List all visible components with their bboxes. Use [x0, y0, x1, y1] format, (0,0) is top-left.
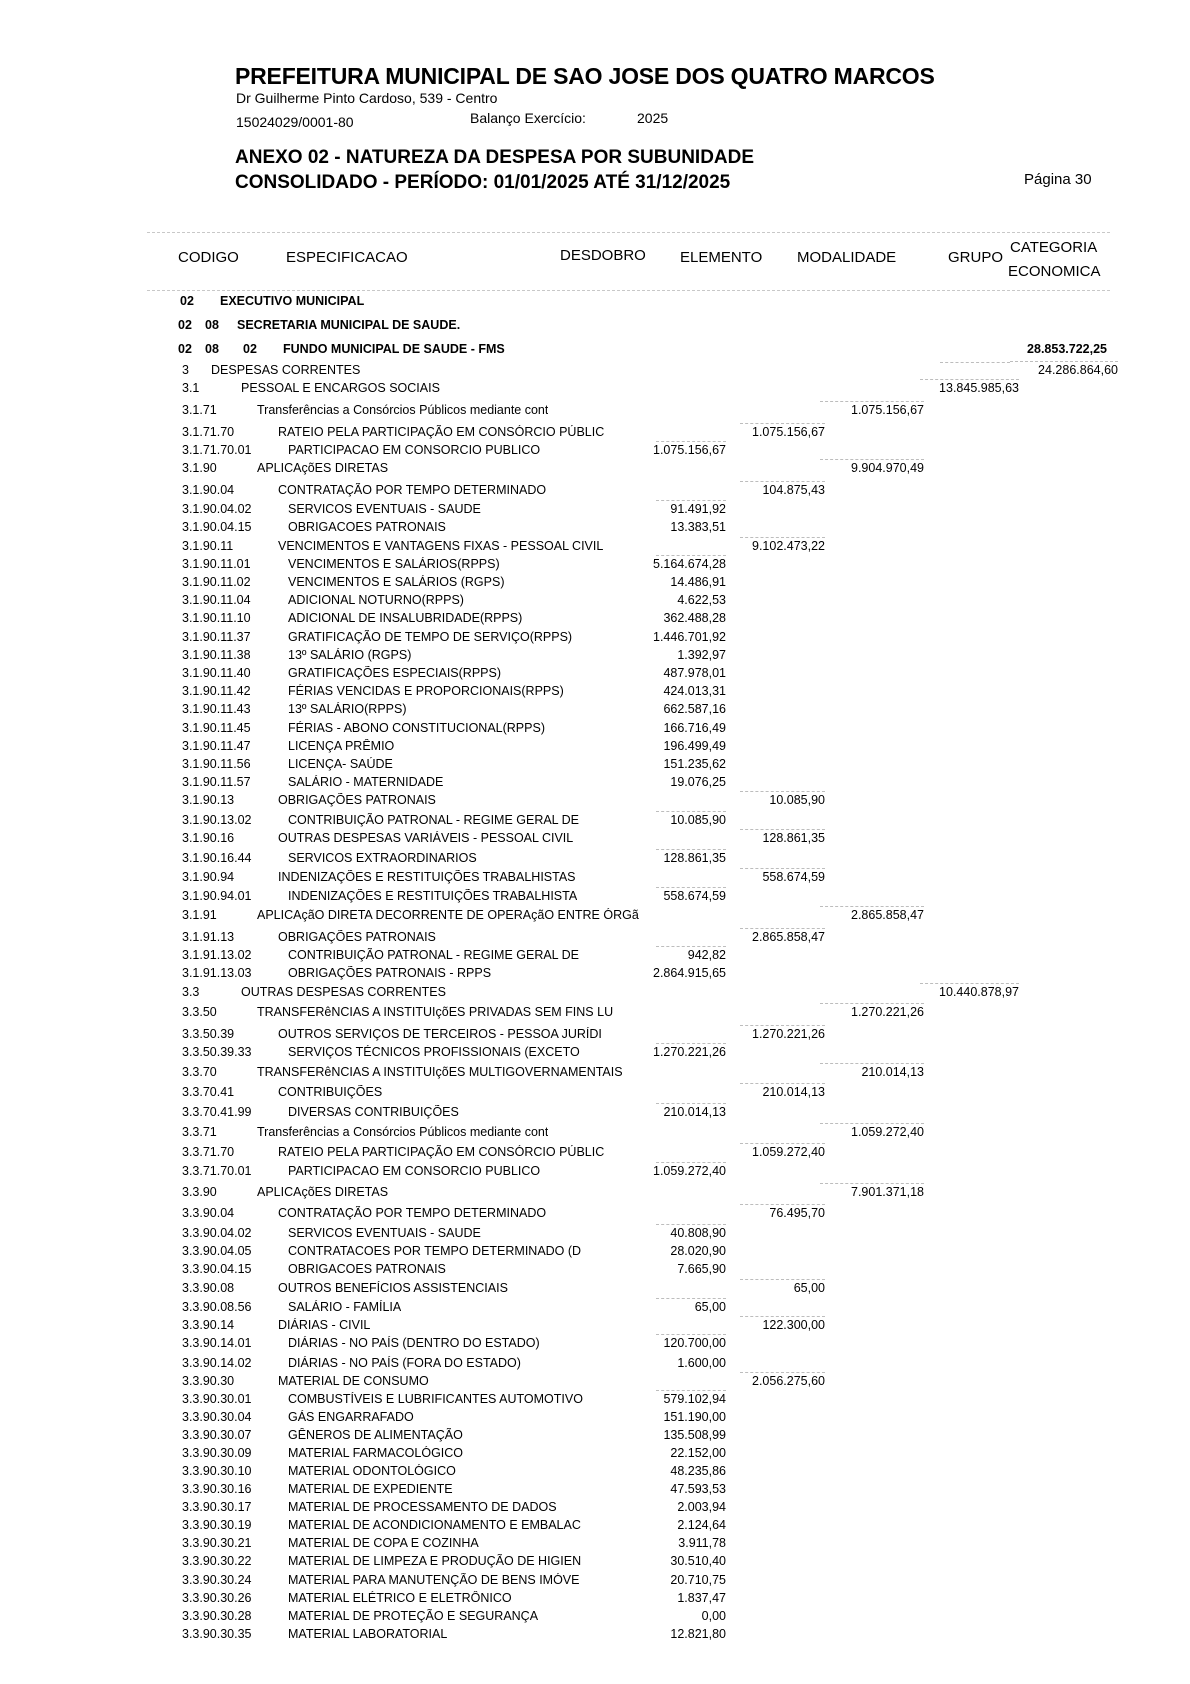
- row-description: GRATIFICAÇÕES ESPECIAIS(RPPS): [288, 666, 502, 680]
- row-description: 13º SALÁRIO (RGPS): [288, 648, 412, 662]
- row-value: 151.235,62: [663, 757, 726, 771]
- fund-total: 28.853.722,25: [1027, 342, 1107, 356]
- row-code: 3.3.90.04: [182, 1206, 235, 1220]
- annex-title: ANEXO 02 - NATUREZA DA DESPESA POR SUBUNIDADE: [235, 147, 755, 168]
- row-value: 2.056.275,60: [752, 1374, 825, 1388]
- value-separator: [740, 481, 825, 482]
- row-value: 558.674,59: [663, 889, 726, 903]
- row-description: GÊNEROS DE ALIMENTAÇÃO: [288, 1428, 463, 1442]
- row-code: 3.1.71: [182, 403, 217, 417]
- row-code: 3.3.90.30.21: [182, 1536, 252, 1550]
- row-description: DIÁRIAS - NO PAÍS (DENTRO DO ESTADO): [288, 1336, 540, 1350]
- row-value: 12.821,80: [670, 1627, 726, 1641]
- value-separator: [656, 1103, 726, 1104]
- row-value: 2.124,64: [677, 1518, 726, 1532]
- row-description: VENCIMENTOS E VANTAGENS FIXAS - PESSOAL CIVIL: [278, 539, 604, 553]
- row-code: 3.1.90.11.42: [182, 684, 251, 698]
- row-code: 3.3.71.70: [182, 1145, 235, 1159]
- row-value: 28.020,90: [670, 1244, 726, 1258]
- col-modalidade: MODALIDADE: [797, 249, 897, 266]
- row-value: 19.076,25: [670, 775, 726, 789]
- row-value: 579.102,94: [663, 1392, 726, 1406]
- col-economica: ECONOMICA: [1008, 263, 1101, 280]
- row-description: OBRIGAÇÕES PATRONAIS - RPPS: [288, 966, 492, 980]
- balanco-label: Balanço Exercício:: [470, 110, 586, 126]
- row-description: 13º SALÁRIO(RPPS): [288, 702, 407, 716]
- row-code: 3.1.90.11.45: [182, 721, 251, 735]
- row-code: 3.1.90.11: [182, 539, 234, 553]
- value-separator: [656, 887, 726, 888]
- row-value: 1.837,47: [677, 1591, 726, 1605]
- row-value: 210.014,13: [861, 1065, 924, 1079]
- row-description: CONTRATAÇÃO POR TEMPO DETERMINADO: [278, 1206, 547, 1220]
- row-description: DIÁRIAS - NO PAÍS (FORA DO ESTADO): [288, 1356, 521, 1370]
- row-value: 1.446.701,92: [653, 630, 726, 644]
- row-value: 1.270.221,26: [851, 1005, 924, 1019]
- row-code: 3.3.90.08: [182, 1281, 235, 1295]
- row-description: CONTRATACOES POR TEMPO DETERMINADO (D: [288, 1244, 582, 1258]
- cnpj: 15024029/0001-80: [236, 114, 354, 130]
- row-description: OBRIGAÇÕES PATRONAIS: [278, 930, 436, 944]
- row-description: MATERIAL DE EXPEDIENTE: [288, 1482, 453, 1496]
- row-description: MATERIAL DE PROTEÇÃO E SEGURANÇA: [288, 1609, 539, 1623]
- row-value: 76.495,70: [769, 1206, 825, 1220]
- row-code: 3.1.91.13.02: [182, 948, 252, 962]
- row-code: 3.3.70: [182, 1065, 217, 1079]
- row-code: 3.3.90.30.04: [182, 1410, 252, 1424]
- row-value: 120.700,00: [663, 1336, 726, 1350]
- col-elemento: ELEMENTO: [680, 249, 763, 266]
- row-code: 3.3.90.30.19: [182, 1518, 252, 1532]
- value-separator: [656, 1043, 726, 1044]
- row-value: 1.270.221,26: [653, 1045, 726, 1059]
- value-separator: [920, 983, 1019, 984]
- page-number: Página 30: [1024, 171, 1092, 188]
- row-value: 20.710,75: [670, 1573, 726, 1587]
- value-separator: [820, 1183, 924, 1184]
- row-description: CONTRIBUIÇÃO PATRONAL - REGIME GERAL DE: [288, 813, 580, 827]
- row-code: 3.1.90.04: [182, 483, 235, 497]
- value-separator: [656, 1334, 726, 1335]
- row-code: 3.3.70.41.99: [182, 1105, 252, 1119]
- value-separator: [656, 555, 726, 556]
- row-value: 151.190,00: [663, 1410, 726, 1424]
- row-code: 3.3.90.30.22: [182, 1554, 252, 1568]
- row-code: 3.1.71.70.01: [182, 443, 252, 457]
- row-value: 3.911,78: [678, 1536, 726, 1550]
- row-code: 3.3.90.08.56: [182, 1300, 252, 1314]
- row-code: 3.1.90.11.10: [182, 611, 251, 625]
- row-description: OUTROS SERVIÇOS DE TERCEIROS - PESSOA JURÍDI: [278, 1027, 602, 1041]
- row-description: INDENIZAÇÕES E RESTITUIÇÕES TRABALHISTAS: [278, 870, 576, 884]
- row-code: 3.1.90.16.44: [182, 851, 252, 865]
- subunit-name: SECRETARIA MUNICIPAL DE SAUDE.: [237, 318, 461, 332]
- row-code: 3.1.90.11.37: [182, 630, 251, 644]
- row-code: 3.1.90.13: [182, 793, 235, 807]
- row-code: 3.3.70.41: [182, 1085, 235, 1099]
- row-code: 3.1.90.11.47: [182, 739, 251, 753]
- row-value: 13.845.985,63: [939, 381, 1019, 395]
- row-description: SERVICOS EVENTUAIS - SAUDE: [288, 502, 481, 516]
- value-separator: [740, 1083, 825, 1084]
- value-separator: [1010, 361, 1118, 362]
- row-value: 1.075.156,67: [752, 425, 825, 439]
- value-separator: [740, 928, 825, 929]
- row-code: 3.3.90.30.07: [182, 1428, 252, 1442]
- unit-code: 08: [205, 318, 219, 332]
- value-separator: [740, 829, 825, 830]
- col-desdobro: DESDOBRO: [560, 247, 646, 264]
- row-code: 3.1.90.11.43: [182, 702, 251, 716]
- value-separator: [740, 1204, 825, 1205]
- row-value: 2.865.858,47: [851, 908, 924, 922]
- row-value: 210.014,13: [663, 1105, 726, 1119]
- total-underline: [940, 362, 1010, 363]
- row-code: 3.3.90.14.01: [182, 1336, 252, 1350]
- row-value: 1.059.272,40: [653, 1164, 726, 1178]
- value-separator: [656, 1298, 726, 1299]
- col-especificacao: ESPECIFICACAO: [286, 249, 408, 266]
- row-value: 1.075.156,67: [653, 443, 726, 457]
- row-description: OBRIGAÇÕES PATRONAIS: [278, 793, 436, 807]
- unit-code: 02: [180, 294, 194, 308]
- row-value: 22.152,00: [670, 1446, 726, 1460]
- row-code: 3.1.90.13.02: [182, 813, 252, 827]
- value-separator: [820, 1003, 924, 1004]
- row-code: 3.3.90.04.15: [182, 1262, 252, 1276]
- row-value: 1.059.272,40: [851, 1125, 924, 1139]
- row-code: 3.1.90: [182, 461, 217, 475]
- row-value: 4.622,53: [677, 593, 726, 607]
- row-code: 3.3.90.14.02: [182, 1356, 252, 1370]
- row-value: 128.861,35: [762, 831, 825, 845]
- unit-code: 08: [205, 342, 219, 356]
- row-code: 3.3.90.30.16: [182, 1482, 252, 1496]
- row-value: 91.491,92: [670, 502, 726, 516]
- row-value: 1.392,97: [677, 648, 726, 662]
- page-title: PREFEITURA MUNICIPAL DE SAO JOSE DOS QUATRO MARCOS: [235, 63, 935, 89]
- row-code: 3.3.50.39.33: [182, 1045, 252, 1059]
- value-separator: [820, 401, 924, 402]
- row-code: 3.3: [182, 985, 200, 999]
- row-value: 487.978,01: [663, 666, 726, 680]
- row-description: SERVIÇOS TÉCNICOS PROFISSIONAIS (EXCETO: [288, 1045, 580, 1059]
- value-separator: [656, 946, 726, 947]
- row-description: Transferências a Consórcios Públicos mediante cont: [257, 1125, 549, 1139]
- row-value: 128.861,35: [663, 851, 726, 865]
- row-description: RATEIO PELA PARTICIPAÇÃO EM CONSÓRCIO PÚBLIC: [278, 1145, 605, 1159]
- row-description: SERVICOS EVENTUAIS - SAUDE: [288, 1226, 481, 1240]
- row-value: 942,82: [687, 948, 726, 962]
- row-description: OUTROS BENEFÍCIOS ASSISTENCIAIS: [278, 1281, 508, 1295]
- row-description: TRANSFERêNCIAS A INSTITUIçõES PRIVADAS SEM FINS LU: [257, 1005, 614, 1019]
- row-code: 3.1.90.11.38: [182, 648, 251, 662]
- row-code: 3.3.90.30.24: [182, 1573, 252, 1587]
- value-separator: [820, 906, 924, 907]
- row-code: 3.3.90.04.02: [182, 1226, 252, 1240]
- value-separator: [740, 423, 825, 424]
- header-bottom-rule: [147, 290, 1110, 291]
- row-value: 48.235,86: [670, 1464, 726, 1478]
- row-value: 30.510,40: [670, 1554, 726, 1568]
- row-value: 424.013,31: [663, 684, 726, 698]
- value-separator: [740, 868, 825, 869]
- row-description: FÉRIAS VENCIDAS E PROPORCIONAIS(RPPS): [288, 684, 564, 698]
- row-value: 9.102.473,22: [752, 539, 825, 553]
- unit-name: EXECUTIVO MUNICIPAL: [220, 294, 365, 308]
- row-description: Transferências a Consórcios Públicos mediante cont: [257, 403, 549, 417]
- col-categoria: CATEGORIA: [1010, 239, 1098, 256]
- row-code: 3.3.90.14: [182, 1318, 235, 1332]
- row-description: MATERIAL DE LIMPEZA E PRODUÇÃO DE HIGIEN: [288, 1554, 582, 1568]
- row-code: 3.3.90.30.10: [182, 1464, 252, 1478]
- row-description: VENCIMENTOS E SALÁRIOS(RPPS): [288, 557, 500, 571]
- row-description: OUTRAS DESPESAS VARIÁVEIS - PESSOAL CIVIL: [278, 831, 574, 845]
- value-separator: [740, 537, 825, 538]
- row-value: 2.865.858,47: [752, 930, 825, 944]
- row-description: PARTICIPACAO EM CONSORCIO PUBLICO: [288, 443, 541, 457]
- row-value: 362.488,28: [663, 611, 726, 625]
- row-description: SERVICOS EXTRAORDINARIOS: [288, 851, 477, 865]
- row-value: 558.674,59: [762, 870, 825, 884]
- row-description: LICENÇA PRÊMIO: [288, 739, 395, 753]
- unit-code: 02: [178, 342, 192, 356]
- row-value: 1.059.272,40: [752, 1145, 825, 1159]
- row-description: LICENÇA- SAÚDE: [288, 757, 393, 771]
- row-value: 10.085,90: [670, 813, 726, 827]
- row-description: MATERIAL DE PROCESSAMENTO DE DADOS: [288, 1500, 557, 1514]
- value-separator: [656, 500, 726, 501]
- row-code: 3.1.90.11.01: [182, 557, 251, 571]
- row-value: 2.003,94: [677, 1500, 726, 1514]
- value-separator: [740, 1372, 825, 1373]
- row-code: 3.3.90.30.01: [182, 1392, 252, 1406]
- unit-code: 02: [178, 318, 192, 332]
- row-value: 210.014,13: [762, 1085, 825, 1099]
- row-description: INDENIZAÇÕES E RESTITUIÇÕES TRABALHISTA: [288, 889, 578, 903]
- row-value: 24.286.864,60: [1038, 363, 1118, 377]
- row-description: OBRIGACOES PATRONAIS: [288, 1262, 446, 1276]
- row-value: 1.600,00: [677, 1356, 726, 1370]
- header-top-rule: [147, 232, 1110, 233]
- address: Dr Guilherme Pinto Cardoso, 539 - Centro: [236, 90, 498, 106]
- row-description: VENCIMENTOS E SALÁRIOS (RGPS): [288, 575, 505, 589]
- row-code: 3.3.90: [182, 1185, 217, 1199]
- value-separator: [656, 811, 726, 812]
- row-code: 3.1.91: [182, 908, 217, 922]
- value-separator: [656, 1224, 726, 1225]
- row-code: 3.3.90.30.28: [182, 1609, 252, 1623]
- row-value: 122.300,00: [762, 1318, 825, 1332]
- row-code: 3.3.50.39: [182, 1027, 235, 1041]
- row-value: 1.270.221,26: [752, 1027, 825, 1041]
- value-separator: [656, 1390, 726, 1391]
- row-code: 3.1.90.11.40: [182, 666, 251, 680]
- row-code: 3.1.90.16: [182, 831, 235, 845]
- row-description: GÁS ENGARRAFADO: [288, 1410, 414, 1424]
- row-value: 2.864.915,65: [653, 966, 726, 980]
- row-code: 3.3.90.30.09: [182, 1446, 252, 1460]
- row-description: OBRIGACOES PATRONAIS: [288, 520, 446, 534]
- row-code: 3.3.90.30.26: [182, 1591, 252, 1605]
- row-code: 3.1.90.94: [182, 870, 235, 884]
- row-code: 3.1.90.04.15: [182, 520, 252, 534]
- row-description: RATEIO PELA PARTICIPAÇÃO EM CONSÓRCIO PÚBLIC: [278, 425, 605, 439]
- row-description: APLICAçãO DIRETA DECORRENTE DE OPERAçãO ENTRE ÓRGã: [257, 908, 639, 922]
- row-code: 3.1: [182, 381, 200, 395]
- row-description: MATERIAL LABORATORIAL: [288, 1627, 448, 1641]
- value-separator: [820, 1123, 924, 1124]
- row-description: CONTRIBUIÇÃO PATRONAL - REGIME GERAL DE: [288, 948, 580, 962]
- row-code: 3.1.90.04.02: [182, 502, 252, 516]
- row-description: DIÁRIAS - CIVIL: [278, 1318, 371, 1332]
- row-description: APLICAçõES DIRETAS: [257, 1185, 389, 1199]
- row-description: ADICIONAL NOTURNO(RPPS): [288, 593, 464, 607]
- row-code: 3.1.90.11.02: [182, 575, 251, 589]
- row-description: MATERIAL ODONTOLÓGICO: [288, 1464, 456, 1478]
- row-code: 3.1.90.11.04: [182, 593, 251, 607]
- value-separator: [740, 791, 825, 792]
- unit-code: 02: [243, 342, 257, 356]
- value-separator: [820, 459, 924, 460]
- row-value: 40.808,90: [670, 1226, 726, 1240]
- row-value: 9.904.970,49: [851, 461, 924, 475]
- fund-name: FUNDO MUNICIPAL DE SAUDE - FMS: [283, 342, 505, 356]
- row-description: APLICAçõES DIRETAS: [257, 461, 389, 475]
- row-code: 3.3.71.70.01: [182, 1164, 252, 1178]
- consolidated-period: CONSOLIDADO - PERÍODO: 01/01/2025 ATÉ 31/12/2025: [235, 172, 731, 193]
- value-separator: [740, 1316, 825, 1317]
- row-description: CONTRATAÇÃO POR TEMPO DETERMINADO: [278, 483, 547, 497]
- value-separator: [920, 379, 1019, 380]
- row-code: 3.3.90.30.17: [182, 1500, 252, 1514]
- value-separator: [656, 441, 726, 442]
- value-separator: [656, 1162, 726, 1163]
- row-value: 7.665,90: [677, 1262, 726, 1276]
- row-value: 13.383,51: [670, 520, 726, 534]
- row-description: MATERIAL DE CONSUMO: [278, 1374, 429, 1388]
- row-code: 3.3.90.30: [182, 1374, 235, 1388]
- row-value: 10.085,90: [769, 793, 825, 807]
- row-code: 3.3.50: [182, 1005, 217, 1019]
- row-value: 14.486,91: [670, 575, 726, 589]
- row-description: PESSOAL E ENCARGOS SOCIAIS: [241, 381, 440, 395]
- row-value: 662.587,16: [663, 702, 726, 716]
- row-description: MATERIAL FARMACOLÓGICO: [288, 1446, 464, 1460]
- row-description: MATERIAL DE COPA E COZINHA: [288, 1536, 479, 1550]
- value-separator: [740, 1143, 825, 1144]
- row-value: 104.875,43: [762, 483, 825, 497]
- row-code: 3.1.91.13: [182, 930, 235, 944]
- value-separator: [656, 849, 726, 850]
- row-description: DESPESAS CORRENTES: [211, 363, 361, 377]
- value-separator: [740, 1279, 825, 1280]
- row-value: 65,00: [793, 1281, 825, 1295]
- col-grupo: GRUPO: [948, 249, 1004, 266]
- row-value: 135.508,99: [663, 1428, 726, 1442]
- row-description: ADICIONAL DE INSALUBRIDADE(RPPS): [288, 611, 523, 625]
- row-description: FÉRIAS - ABONO CONSTITUCIONAL(RPPS): [288, 721, 545, 735]
- row-code: 3.1.90.94.01: [182, 889, 252, 903]
- row-description: PARTICIPACAO EM CONSORCIO PUBLICO: [288, 1164, 541, 1178]
- row-description: SALÁRIO - MATERNIDADE: [288, 775, 444, 789]
- row-code: 3.1.90.11.56: [182, 757, 251, 771]
- row-value: 166.716,49: [663, 721, 726, 735]
- row-description: MATERIAL ELÉTRICO E ELETRÔNICO: [288, 1591, 512, 1605]
- row-value: 1.075.156,67: [851, 403, 924, 417]
- row-value: 196.499,49: [663, 739, 726, 753]
- row-code: 3.3.90.30.35: [182, 1627, 252, 1641]
- row-description: OUTRAS DESPESAS CORRENTES: [241, 985, 446, 999]
- row-code: 3.1.90.11.57: [182, 775, 251, 789]
- row-description: DIVERSAS CONTRIBUIÇÕES: [288, 1105, 459, 1119]
- row-description: COMBUSTÍVEIS E LUBRIFICANTES AUTOMOTIVO: [288, 1392, 583, 1406]
- balanco-year: 2025: [637, 110, 669, 126]
- row-description: GRATIFICAÇÃO DE TEMPO DE SERVIÇO(RPPS): [288, 630, 573, 644]
- row-description: TRANSFERêNCIAS A INSTITUIçõES MULTIGOVERNAMENTAIS: [257, 1065, 623, 1079]
- row-code: 3.1.91.13.03: [182, 966, 252, 980]
- value-separator: [740, 1025, 825, 1026]
- row-description: MATERIAL DE ACONDICIONAMENTO E EMBALAC: [288, 1518, 581, 1532]
- row-value: 47.593,53: [670, 1482, 726, 1496]
- row-value: 5.164.674,28: [653, 557, 726, 571]
- row-description: CONTRIBUIÇÕES: [278, 1085, 383, 1099]
- row-value: 0,00: [701, 1609, 726, 1623]
- value-separator: [820, 1063, 924, 1064]
- row-code: 3.3.71: [182, 1125, 217, 1139]
- row-code: 3: [182, 363, 189, 377]
- row-value: 10.440.878,97: [939, 985, 1019, 999]
- row-description: SALÁRIO - FAMÍLIA: [288, 1300, 402, 1314]
- row-description: MATERIAL PARA MANUTENÇÃO DE BENS IMÓVE: [288, 1573, 580, 1587]
- row-value: 65,00: [694, 1300, 726, 1314]
- row-code: 3.3.90.04.05: [182, 1244, 252, 1258]
- col-codigo: CODIGO: [178, 249, 239, 266]
- row-value: 7.901.371,18: [851, 1185, 924, 1199]
- row-code: 3.1.71.70: [182, 425, 235, 439]
